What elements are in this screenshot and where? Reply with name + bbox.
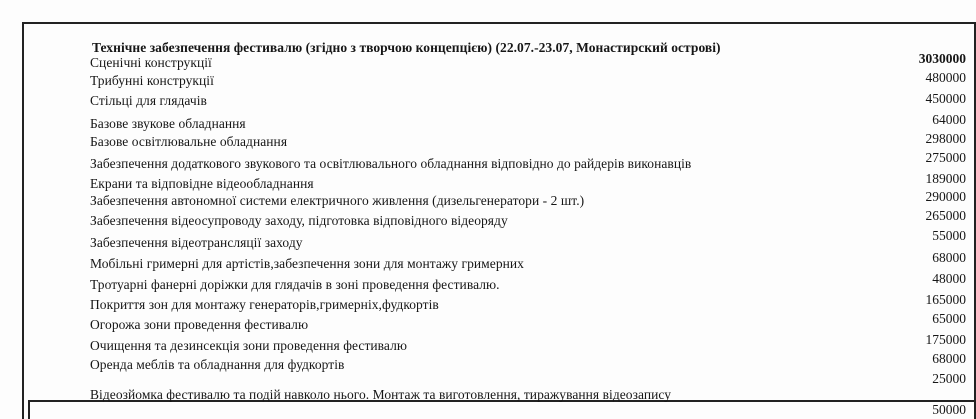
item-label: Забезпечення автономної системи електричного живлення (дизельгенератори - 2 шт.) (90, 193, 585, 208)
item-label: Стільці для глядачів (90, 93, 207, 108)
item-label: Забезпечення відеосупроводу заходу, підготовка відповідного відеоряду (90, 213, 508, 228)
item-amount: 68000 (932, 250, 966, 265)
item-amount: 265000 (925, 208, 966, 223)
table-border-left (22, 22, 24, 419)
item-amount: 450000 (925, 91, 966, 106)
item-label: Трибунні конструкції (90, 73, 214, 88)
item-amount: 189000 (925, 171, 966, 186)
item-amount: 68000 (932, 351, 966, 366)
item-label: Забезпечення додаткового звукового та освітлювального обладнання відповідно до райдерів виконавців (90, 156, 692, 171)
item-label: Базове освітлювальне обладнання (90, 134, 288, 149)
item-amount: 165000 (925, 292, 966, 307)
table-border-right (974, 22, 976, 419)
item-amount: 175000 (925, 332, 966, 347)
item-label: Огорожа зони проведення фестивалю (90, 317, 309, 332)
item-amount: 290000 (925, 189, 966, 204)
item-amount: 298000 (925, 131, 966, 146)
item-label: Сценічні конструкції (90, 55, 212, 70)
item-label: Тротуарні фанерні доріжки для глядачів в зоні проведення фестивалю. (90, 277, 500, 292)
item-label: Забезпечення відеотрансляції заходу (90, 235, 303, 250)
item-amount: 64000 (932, 112, 966, 127)
item-amount: 50000 (932, 402, 966, 417)
item-amount: 480000 (925, 70, 966, 85)
item-label: Очищення та дезинсекція зони проведення фестивалю (90, 338, 408, 353)
item-label: Покриття зон для монтажу генераторів,гримерніх,фудкортів (90, 297, 439, 312)
item-label: Оренда меблів та обладнання для фудкортів (90, 357, 345, 372)
item-amount: 275000 (925, 150, 966, 165)
section-total: 3030000 (918, 51, 966, 66)
item-label: Екрани та відповідне відеообладнання (90, 176, 314, 191)
item-amount: 25000 (932, 371, 966, 386)
item-label: Мобільні гримерні для артістів,забезпечення зони для монтажу гримерних (90, 256, 524, 271)
item-amount: 48000 (932, 271, 966, 286)
item-label: Відеозйомка фестивалю та подій навколо нього. Монтаж та виготовлення, тиражування відеозапису (90, 387, 672, 402)
item-amount: 65000 (932, 311, 966, 326)
item-label: Базове звукове обладнання (90, 116, 246, 131)
table-border-inner-left (28, 400, 30, 419)
table-border-top (22, 22, 976, 24)
item-amount: 55000 (932, 228, 966, 243)
section-heading: Технічне забезпечення фестивалю (згідно з творчою концепцією) (22.07.-23.07, Монастирский острові) (92, 40, 721, 55)
